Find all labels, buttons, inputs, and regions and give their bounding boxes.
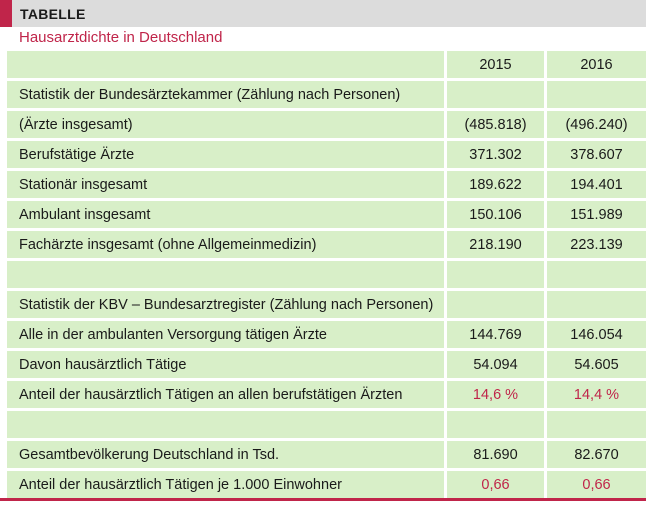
value-2016 xyxy=(547,81,646,108)
row-label: (Ärzte insgesamt) xyxy=(7,111,444,138)
accent-marker xyxy=(0,0,12,27)
table-row xyxy=(7,471,646,501)
value-2016: 194.401 xyxy=(547,171,646,198)
section-tag: TABELLE xyxy=(20,5,86,22)
header-label-cell xyxy=(7,51,444,78)
value-2016: (496.240) xyxy=(547,111,646,138)
value-2015: 0,66 xyxy=(447,471,544,498)
bottom-rule xyxy=(0,498,646,501)
table-row-spacer xyxy=(7,411,646,441)
row-label: Stationär insgesamt xyxy=(7,171,444,198)
table-header-bar xyxy=(0,0,646,27)
table-row xyxy=(7,441,646,471)
table-row xyxy=(7,201,646,231)
value-2016 xyxy=(547,411,646,438)
table-row xyxy=(7,111,646,141)
value-2015: 144.769 xyxy=(447,321,544,348)
value-2016: 54.605 xyxy=(547,351,646,378)
value-2016: 146.054 xyxy=(547,321,646,348)
table-row xyxy=(7,231,646,261)
value-2015 xyxy=(447,291,544,318)
row-label: Gesamtbevölkerung Deutschland in Tsd. xyxy=(7,441,444,468)
header-year-2016: 2016 xyxy=(547,51,646,78)
row-label: Ambulant insgesamt xyxy=(7,201,444,228)
table-row-header xyxy=(7,51,646,81)
value-2015: 14,6 % xyxy=(447,381,544,408)
row-label: Anteil der hausärztlich Tätigen je 1.000 Einwohner xyxy=(7,471,444,498)
value-2015: 189.622 xyxy=(447,171,544,198)
value-2015: 54.094 xyxy=(447,351,544,378)
row-label xyxy=(7,411,444,438)
row-label: Berufstätige Ärzte xyxy=(7,141,444,168)
data-table xyxy=(7,51,646,501)
value-2015: 371.302 xyxy=(447,141,544,168)
row-label: Statistik der KBV – Bundesarztregister (Zählung nach Personen) xyxy=(7,291,444,318)
table-row xyxy=(7,141,646,171)
table-row xyxy=(7,81,646,111)
value-2015 xyxy=(447,411,544,438)
row-label: Fachärzte insgesamt (ohne Allgemeinmedizin) xyxy=(7,231,444,258)
table-row xyxy=(7,381,646,411)
row-label: Statistik der Bundesärztekammer (Zählung nach Personen) xyxy=(7,81,444,108)
row-label: Davon hausärztlich Tätige xyxy=(7,351,444,378)
value-2016: 223.139 xyxy=(547,231,646,258)
value-2016: 378.607 xyxy=(547,141,646,168)
value-2016: 14,4 % xyxy=(547,381,646,408)
table-row-spacer xyxy=(7,261,646,291)
table-title: Hausarztdichte in Deutschland xyxy=(19,29,223,46)
table-row xyxy=(7,171,646,201)
table-row xyxy=(7,321,646,351)
value-2015: 81.690 xyxy=(447,441,544,468)
value-2016: 151.989 xyxy=(547,201,646,228)
value-2015: (485.818) xyxy=(447,111,544,138)
value-2015: 218.190 xyxy=(447,231,544,258)
row-label: Anteil der hausärztlich Tätigen an allen berufstätigen Ärzten xyxy=(7,381,444,408)
row-label xyxy=(7,261,444,288)
value-2016: 0,66 xyxy=(547,471,646,498)
value-2016 xyxy=(547,291,646,318)
value-2015 xyxy=(447,261,544,288)
value-2015: 150.106 xyxy=(447,201,544,228)
table-row xyxy=(7,291,646,321)
value-2016: 82.670 xyxy=(547,441,646,468)
value-2015 xyxy=(447,81,544,108)
table-row xyxy=(7,351,646,381)
header-year-2015: 2015 xyxy=(447,51,544,78)
value-2016 xyxy=(547,261,646,288)
row-label: Alle in der ambulanten Versorgung tätigen Ärzte xyxy=(7,321,444,348)
